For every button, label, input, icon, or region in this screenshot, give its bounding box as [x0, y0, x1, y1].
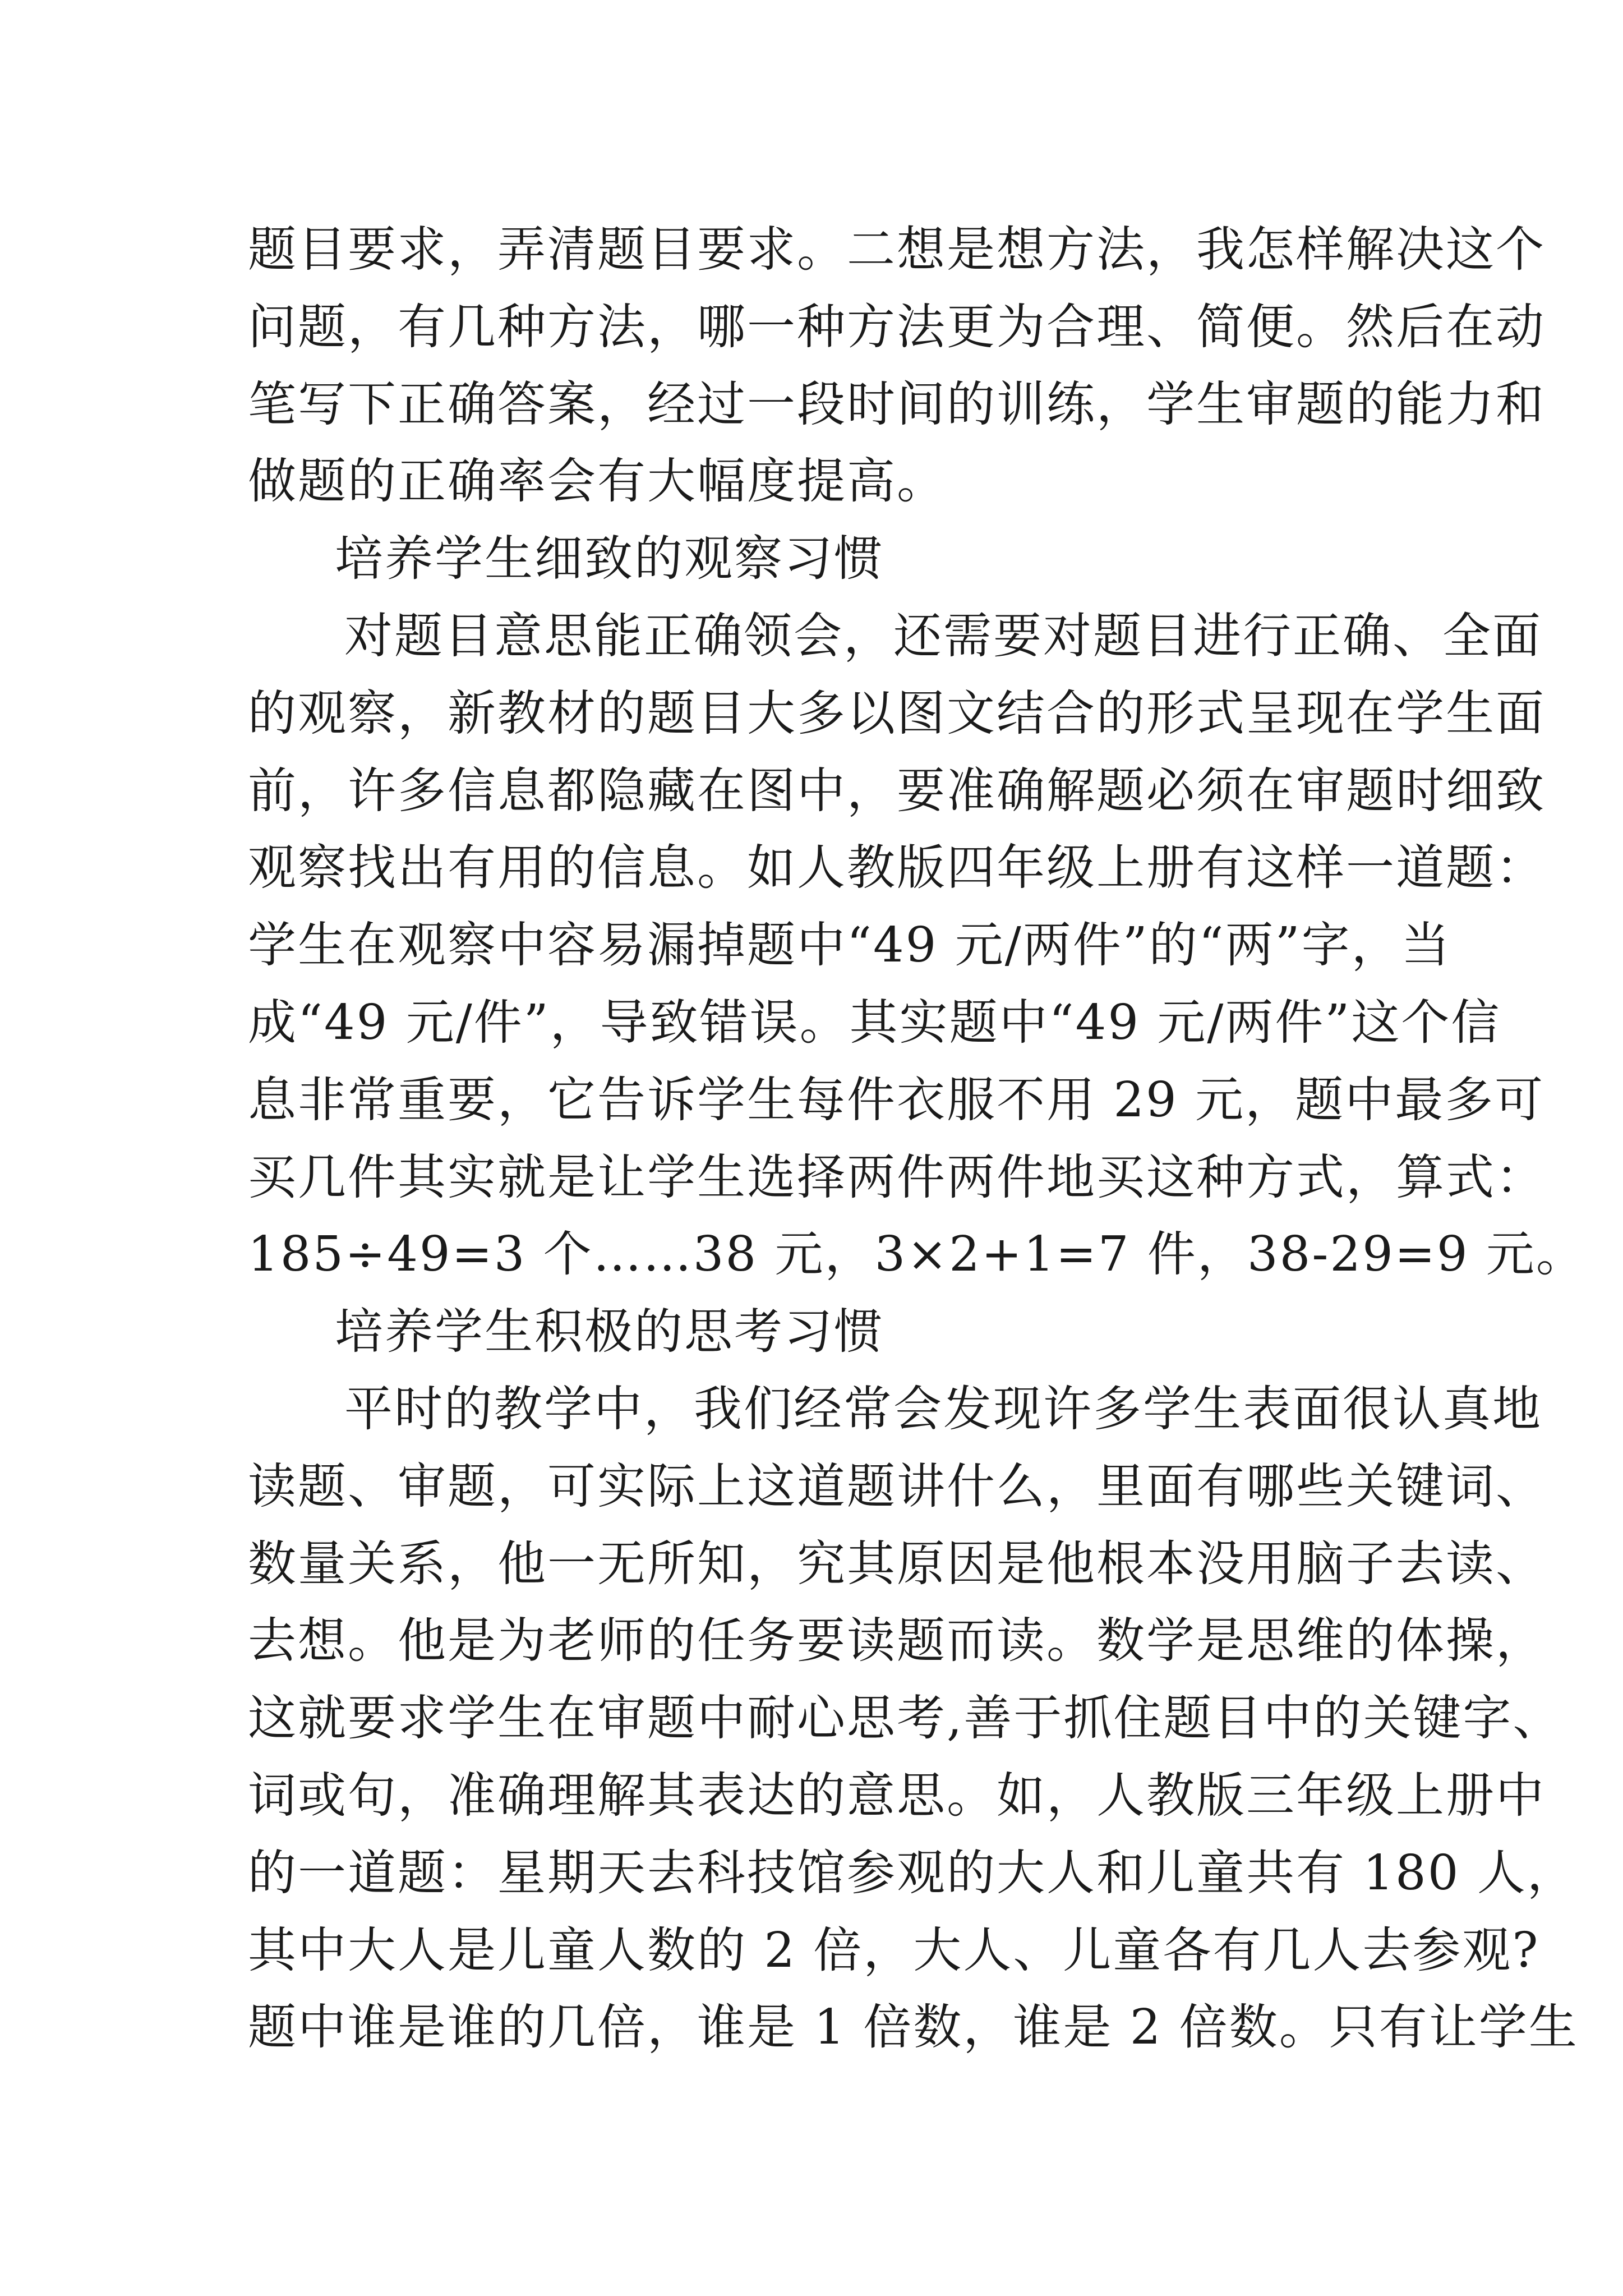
- text-line: 的一道题：星期天去科技馆参观的大人和儿童共有 180 人，: [248, 1844, 1577, 1901]
- text-line: 买几件其实就是让学生选择两件两件地买这种方式，算式：: [248, 1149, 1546, 1205]
- text-line: 息非常重要，它告诉学生每件衣服不用 29 元，题中最多可: [248, 1071, 1545, 1128]
- text-line: 前，许多信息都隐藏在图中，要准确解题必须在审题时细致: [248, 762, 1546, 819]
- text-line: 对题目意思能正确领会，还需要对题目进行正确、全面: [344, 608, 1542, 664]
- text-line: 题中谁是谁的几倍，谁是 1 倍数，谁是 2 倍数。只有让学生: [248, 1999, 1579, 2056]
- text-line: 笔写下正确答案，经过一段时间的训练，学生审题的能力和: [248, 376, 1546, 432]
- section-heading: 培养学生细致的观察习惯: [335, 531, 884, 587]
- text-line: 题目要求，弄清题目要求。二想是想方法，我怎样解决这个: [248, 222, 1546, 278]
- text-line: 数量关系，他一无所知，究其原因是他根本没用脑子去读、: [248, 1535, 1546, 1592]
- text-line: 做题的正确率会有大幅度提高。: [248, 453, 947, 510]
- text-line: 这就要求学生在审题中耐心思考,善于抓住题目中的关键字、: [248, 1690, 1563, 1747]
- text-line: 读题、审题，可实际上这道题讲什么，里面有哪些关键词、: [248, 1458, 1546, 1515]
- text-line: 成“49 元/件”，导致错误。其实题中“49 元/两件”这个信: [248, 994, 1501, 1051]
- document-text: [248, 211, 1586, 2067]
- text-line: 词或句，准确理解其表达的意思。如，人教版三年级上册中: [248, 1767, 1546, 1824]
- text-line: 观察找出有用的信息。如人教版四年级上册有这样一道题：: [248, 840, 1546, 896]
- text-line: 平时的教学中，我们经常会发现许多学生表面很认真地: [344, 1381, 1542, 1437]
- text-line: 去想。他是为老师的任务要读题而读。数学是思维的体操，: [248, 1613, 1546, 1669]
- text-line: 的观察，新教材的题目大多以图文结合的形式呈现在学生面: [248, 685, 1546, 742]
- section-heading: 培养学生积极的思考习惯: [335, 1304, 884, 1360]
- text-line: 学生在观察中容易漏掉题中“49 元/两件”的“两”字，当: [248, 917, 1451, 974]
- text-line: 其中大人是儿童人数的 2 倍，大人、儿童各有几人去参观?: [248, 1922, 1540, 1978]
- text-line: 185÷49=3 个……38 元，3×2+1=7 件，38-29=9 元。: [248, 1226, 1586, 1283]
- text-line: 问题，有几种方法，哪一种方法更为合理、简便。然后在动: [248, 298, 1546, 355]
